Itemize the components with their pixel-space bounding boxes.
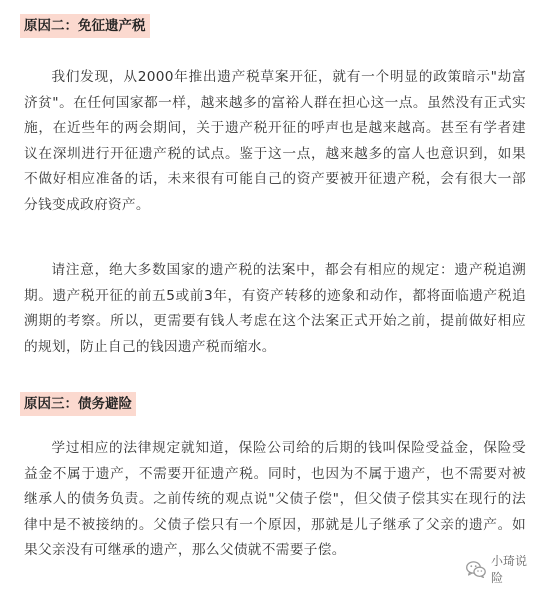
watermark-label: 小琦说险 (491, 554, 528, 585)
section-heading-reason-three: 原因三：债务避险 (20, 392, 136, 416)
account-watermark (466, 554, 537, 585)
paragraph-inheritance-tax-intro: 我们发现，从2000年推出遗产税草案开征，就有一个明显的政策暗示"劫富济贫"。在任何国家都一样，越来越多的富裕人群在担心这一点。虽然没有正式实施，在近些年的两会期间，关于遗产税开征的呼声也是越来越高。甚至有学者建议在深圳进行开征遗产税的试点。鉴于这一点，越来越多的富人也意识到，如果不做好相应准备的话，未来很有可能自己的资产要被开征遗产税，会有很大一部分钱变成政府资产。 (24, 69, 526, 213)
paragraph-tax-retroactive-period: 请注意，绝大多数国家的遗产税的法案中，都会有相应的规定：遗产税追溯期。遗产税开征的前五5或前3年，有资产转移的迹象和动作，都将面临遗产税追溯期的考察。所以，更需要有钱人考虑在这个法案正式开始之前，提前做好相应的规划，防止自己的钱因遗产税而缩水。 (24, 262, 526, 355)
section-heading-reason-two: 原因二：免征遗产税 (20, 14, 150, 38)
wechat-icon (466, 561, 486, 578)
paragraph-debt-hedging: 学过相应的法律规定就知道，保险公司给的后期的钱叫保险受益金，保险受益金不属于遗产，不需要开征遗产税。同时，也因为不属于遗产，也不需要对被继承人的债务负责。之前传统的观点说"父债子偿"，但父债子偿其实在现行的法律中是不被接纳的。父债子偿只有一个原因，那就是儿子继承了父亲的遗产。如果父亲没有可继承的遗产，那么父债就不需要子偿。 (24, 440, 526, 558)
